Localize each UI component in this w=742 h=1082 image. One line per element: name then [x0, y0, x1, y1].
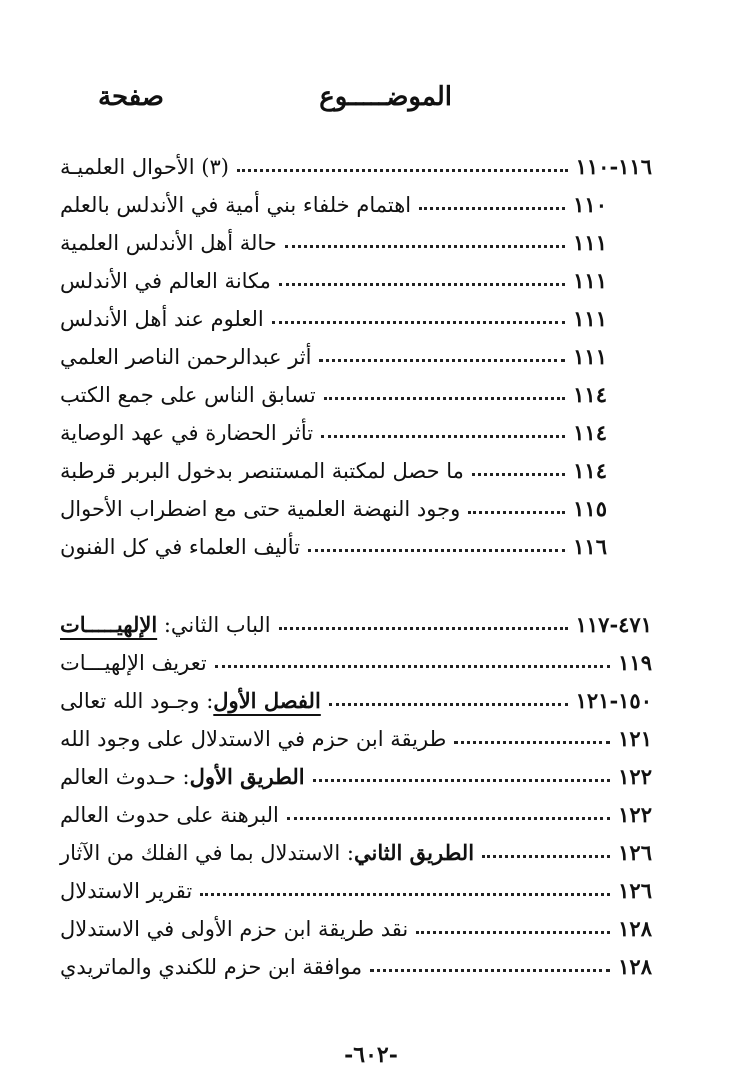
leader-dots: [324, 397, 565, 400]
entry-pages: ٤٧١-١١٧: [575, 612, 652, 637]
entry-title: تسابق الناس على جمع الكتب: [60, 383, 316, 407]
entry-pages: ١٢٢: [618, 764, 652, 789]
leader-dots: [200, 893, 610, 896]
leader-dots: [482, 855, 610, 858]
entry-title: [60, 764, 305, 789]
chapter1-rest: : وجـود الله تعالى: [60, 689, 214, 713]
entry-title: نقد طريقة ابن حزم الأولى في الاستدلال: [60, 917, 409, 941]
entry-pages: ١١٤: [573, 420, 607, 445]
entry-pages: ١١٠: [573, 192, 607, 217]
toc-entry-path2: [60, 831, 652, 865]
leader-dots: [313, 779, 611, 782]
toc-entry: [60, 945, 652, 979]
leader-dots: [319, 359, 565, 362]
entry-title: مكانة العالم في الأندلس: [60, 269, 271, 293]
leader-dots: [468, 511, 565, 514]
entry-title: العلوم عند أهل الأندلس: [60, 307, 264, 331]
entry-pages: ١١١: [573, 306, 607, 331]
entry-pages: ١٥٠-١٢١: [575, 688, 652, 713]
entry-title: تقرير الاستدلال: [60, 879, 193, 903]
entry-title: [60, 688, 321, 713]
toc-entry: [60, 297, 607, 331]
entry-title: (٣) الأحوال العلميـة: [60, 155, 229, 179]
leader-dots: [308, 549, 565, 552]
header-topic: الموضـــــوع: [319, 82, 452, 112]
path1-prefix: الطريق الأول: [189, 764, 305, 789]
entry-pages: ١٢٦: [618, 878, 652, 903]
toc-entry: [60, 869, 652, 903]
header-page: صفحة: [98, 82, 164, 112]
entry-title: وجود النهضة العلمية حتى مع اضطراب الأحوال: [60, 497, 461, 521]
toc-entry: [60, 487, 607, 521]
chapter-name: الإلهيـــــات: [60, 612, 158, 637]
leader-dots: [454, 741, 610, 744]
entry-pages: ١٢٨: [618, 916, 652, 941]
leader-dots: [279, 283, 565, 286]
entry-pages: ١٢٢: [618, 802, 652, 827]
leader-dots: [285, 245, 565, 248]
entry-title: [60, 840, 474, 865]
toc-entry-chapter1: [60, 679, 652, 713]
entry-pages: ١١١: [573, 230, 607, 255]
toc-entry: [60, 411, 607, 445]
toc-entry: [60, 793, 652, 827]
toc-entry: [60, 373, 607, 407]
toc-entry-section: [60, 145, 652, 179]
leader-dots: [279, 627, 568, 630]
toc-entry-chapter: [60, 603, 652, 637]
toc-entry: [60, 641, 652, 675]
toc-entry: [60, 907, 652, 941]
entry-title: طريقة ابن حزم في الاستدلال على وجود الله: [60, 727, 447, 751]
leader-dots: [370, 969, 610, 972]
leader-dots: [419, 207, 565, 210]
entry-pages: ١١٩: [618, 650, 652, 675]
chapter-prefix: الباب الثاني:: [157, 613, 271, 637]
leader-dots: [287, 817, 610, 820]
entry-pages: ١١١: [573, 344, 607, 369]
entry-pages: ١٢٦: [618, 840, 652, 865]
entry-title: موافقة ابن حزم للكندي والماتريدي: [60, 955, 363, 979]
entry-pages: ١١٦-١١٠: [575, 154, 652, 179]
entry-title: تأليف العلماء في كل الفنون: [60, 535, 301, 559]
path1-rest: : حـدوث العالم: [60, 765, 190, 789]
toc-entry: [60, 259, 607, 293]
path2-rest: : الاستدلال بما في الفلك من الآثار: [60, 841, 354, 865]
entry-pages: ١١٦: [573, 534, 607, 559]
leader-dots: [329, 703, 568, 706]
leader-dots: [472, 473, 565, 476]
entry-title: حالة أهل الأندلس العلمية: [60, 231, 277, 255]
entry-title: [60, 612, 271, 637]
toc-entry-path1: [60, 755, 652, 789]
entry-pages: ١١١: [573, 268, 607, 293]
leader-dots: [215, 665, 610, 668]
entry-title: البرهنة على حدوث العالم: [60, 803, 279, 827]
toc-entry: [60, 525, 607, 559]
path2-prefix: الطريق الثاني: [354, 840, 475, 865]
toc-entry: [60, 183, 607, 217]
entry-title: تأثر الحضارة في عهد الوصاية: [60, 421, 314, 445]
toc-entry: [60, 335, 607, 369]
entry-pages: ١١٤: [573, 382, 607, 407]
leader-dots: [237, 169, 568, 172]
page-number: -٦٠٢-: [344, 1042, 398, 1068]
toc-entry: [60, 717, 652, 751]
entry-title: ما حصل لمكتبة المستنصر بدخول البربر قرطبة: [60, 459, 464, 483]
entry-title: أثر عبدالرحمن الناصر العلمي: [60, 345, 312, 369]
leader-dots: [272, 321, 565, 324]
entry-pages: ١١٤: [573, 458, 607, 483]
leader-dots: [321, 435, 565, 438]
toc-entry: [60, 449, 607, 483]
leader-dots: [416, 931, 610, 934]
entry-title: تعريف الإلهيـــات: [60, 651, 207, 675]
entry-pages: ١٢٨: [618, 954, 652, 979]
entry-pages: ١٢١: [618, 726, 652, 751]
entry-title: اهتمام خلفاء بني أمية في الأندلس بالعلم: [60, 193, 412, 217]
chapter1-prefix: الفصل الأول: [213, 688, 321, 713]
entry-pages: ١١٥: [573, 496, 607, 521]
toc-entry: [60, 221, 607, 255]
